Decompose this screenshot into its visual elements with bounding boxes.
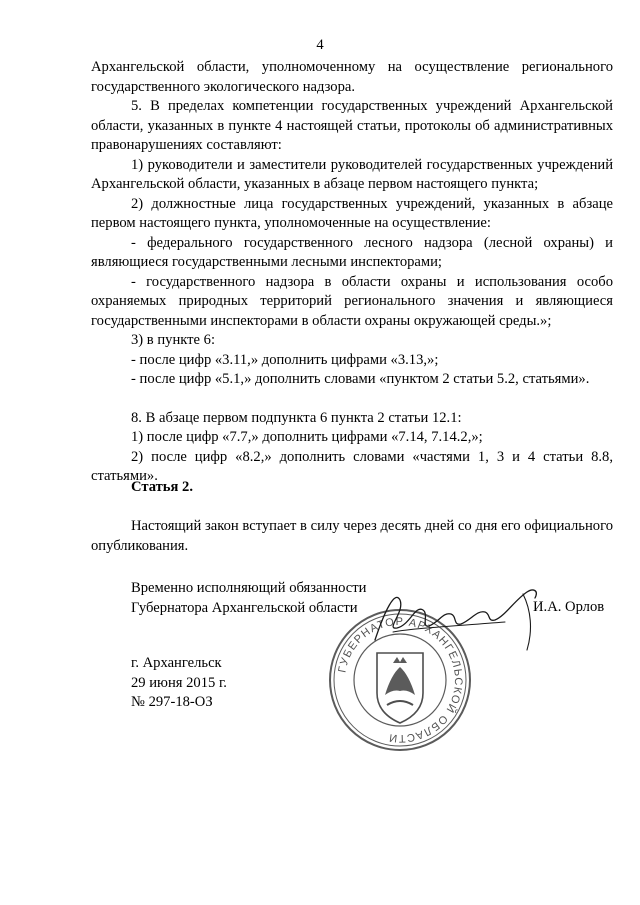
body-paragraph: Архангельской области, уполномоченному на осуществление регионального государственного экологического надзора. <box>91 59 613 95</box>
body-paragraph: 2) должностные лица государственных учреждений, указанных в абзаце первом настоящего пункта, уполномоченные на осуществление: <box>91 195 613 231</box>
handwritten-signature <box>355 570 565 660</box>
date: 29 июня 2015 г. <box>131 674 227 691</box>
city: г. Архангельск <box>131 655 222 671</box>
signatory-name: И.А. Орлов <box>533 599 605 615</box>
body-paragraph: 1) руководители и заместители руководителей государственных учреждений Архангельской области, указанных в абзаце первом настоящего пункта; <box>91 156 613 192</box>
seal-text: ГУБЕРНАТОР АРХАНГЕЛЬСКОЙ ОБЛАСТИ <box>336 615 465 745</box>
coat-of-arms-emblem <box>377 653 423 723</box>
body-paragraph: - государственного надзора в области охраны и использования особо охраняемых природных территорий регионального значения и являющиеся государственными инспекторами в области охраны окружающей среды.»; <box>91 273 613 329</box>
body-paragraph: 5. В пределах компетенции государственных учреждений Архангельской области, указанных в пункте 4 настоящей статьи, протоколы об административных правонарушениях составляют: <box>91 98 613 153</box>
body-paragraph: 1) после цифр «7.7,» дополнить цифрами «7.14, 7.14.2,»; <box>131 429 483 445</box>
final-provision <box>91 517 613 556</box>
place-date-number <box>131 654 227 713</box>
body-paragraph: 3) в пункте 6: <box>131 332 216 348</box>
law-number: № 297-18-ОЗ <box>131 694 213 710</box>
article-heading: Статья 2. <box>131 479 193 495</box>
signatory-title-line2: Губернатора Архангельской области <box>131 599 358 616</box>
paragraph-gap <box>91 390 613 409</box>
page-number: 4 <box>316 37 324 53</box>
signatory-title-line1: Временно исполняющий обязанности <box>131 580 367 596</box>
document-body <box>91 58 613 487</box>
body-paragraph: 8. В абзаце первом подпункта 6 пункта 2 статьи 12.1: <box>131 409 462 426</box>
body-paragraph: - федерального государственного лесного надзора (лесной охраны) и являющиеся государственными лесными инспекторами; <box>91 234 613 270</box>
body-paragraph: - после цифр «3.11,» дополнить цифрами «3.13,»; <box>131 351 439 368</box>
body-paragraph: 2) после цифр «8.2,» дополнить словами «частями 1, 3 и 4 статьи 8.8, статьями». <box>91 448 613 484</box>
final-paragraph: Настоящий закон вступает в силу через десять дней со дня его официального опубликования. <box>91 518 613 554</box>
body-paragraph: - после цифр «5.1,» дополнить словами «пунктом 2 статьи 5.2, статьями». <box>131 371 590 387</box>
